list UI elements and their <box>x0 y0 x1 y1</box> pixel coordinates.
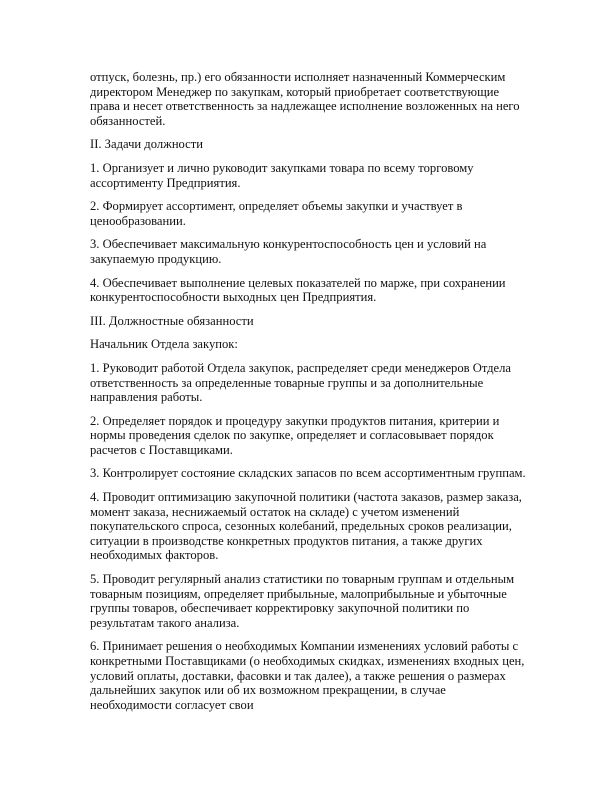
section-2-item-3: 3. Обеспечивает максимальную конкурентоспособность цен и условий на закупаемую продукцию. <box>90 237 487 266</box>
section-3-item-3: 3. Контролирует состояние складских запасов по всем ассортиментным группам. <box>90 466 526 481</box>
intro-paragraph: отпуск, болезнь, пр.) его обязанности исполняет назначенный Коммерческим директором Менеджер по закупкам, который приобретает соответствующие права и несет ответственность за надлежащее исполнение возложенных на него обязанностей. <box>90 70 520 128</box>
section-2-title: II. Задачи должности <box>90 137 204 152</box>
section-3-title: III. Должностные обязанности <box>90 313 254 328</box>
section-3-item-5: 5. Проводит регулярный анализ статистики по товарным группам и отдельным товарным позициям, определяет прибыльные, малоприбыльные и убыточные группы товаров, обеспечивает корректировку закупочной политики по результатам такого анализа. <box>90 572 515 630</box>
section-2-item-4: 4. Обеспечивает выполнение целевых показателей по марже, при сохранении конкурентоспособности выходных цен Предприятия. <box>90 275 506 305</box>
document-page <box>90 70 530 721</box>
section-3-item-4: 4. Проводит оптимизацию закупочной политики (частота заказов, размер заказа, момент заказа, неснижаемый остаток на складе) с учетом изменений покупательского спроса, сезонных колебаний, предельных сроков реализации, ситуации в производстве конкретных продуктов питания, а также других необходимых факторов. <box>90 490 522 563</box>
section-3-item-2: 2. Определяет порядок и процедуру закупки продуктов питания, критерии и нормы проведения сделок по закупке, определяет и согласовывает порядок расчетов с Поставщиками. <box>90 413 500 457</box>
section-3-item-1: 1. Руководит работой Отдела закупок, распределяет среди менеджеров Отдела ответственность за определенные товарные группы и за дополнительные направления работы. <box>90 360 512 405</box>
section-2-item-1: 1. Организует и лично руководит закупками товара по всему торговому ассортименту Предприятия. <box>90 160 474 190</box>
section-3-item-6: 6. Принимает решения о необходимых Компании изменениях условий работы с конкретными Поставщиками (о необходимых скидках, изменениях входных цен, условий оплаты, доставки, фасовки и так далее), а также решения о размерах дальнейших закупок или об их возможном прекращении, в случае необходимости согласует свои <box>90 639 525 712</box>
section-2-item-2: 2. Формирует ассортимент, определяет объемы закупки и участвует в ценообразовании. <box>90 199 463 228</box>
section-3-subtitle: Начальник Отдела закупок: <box>90 337 238 352</box>
